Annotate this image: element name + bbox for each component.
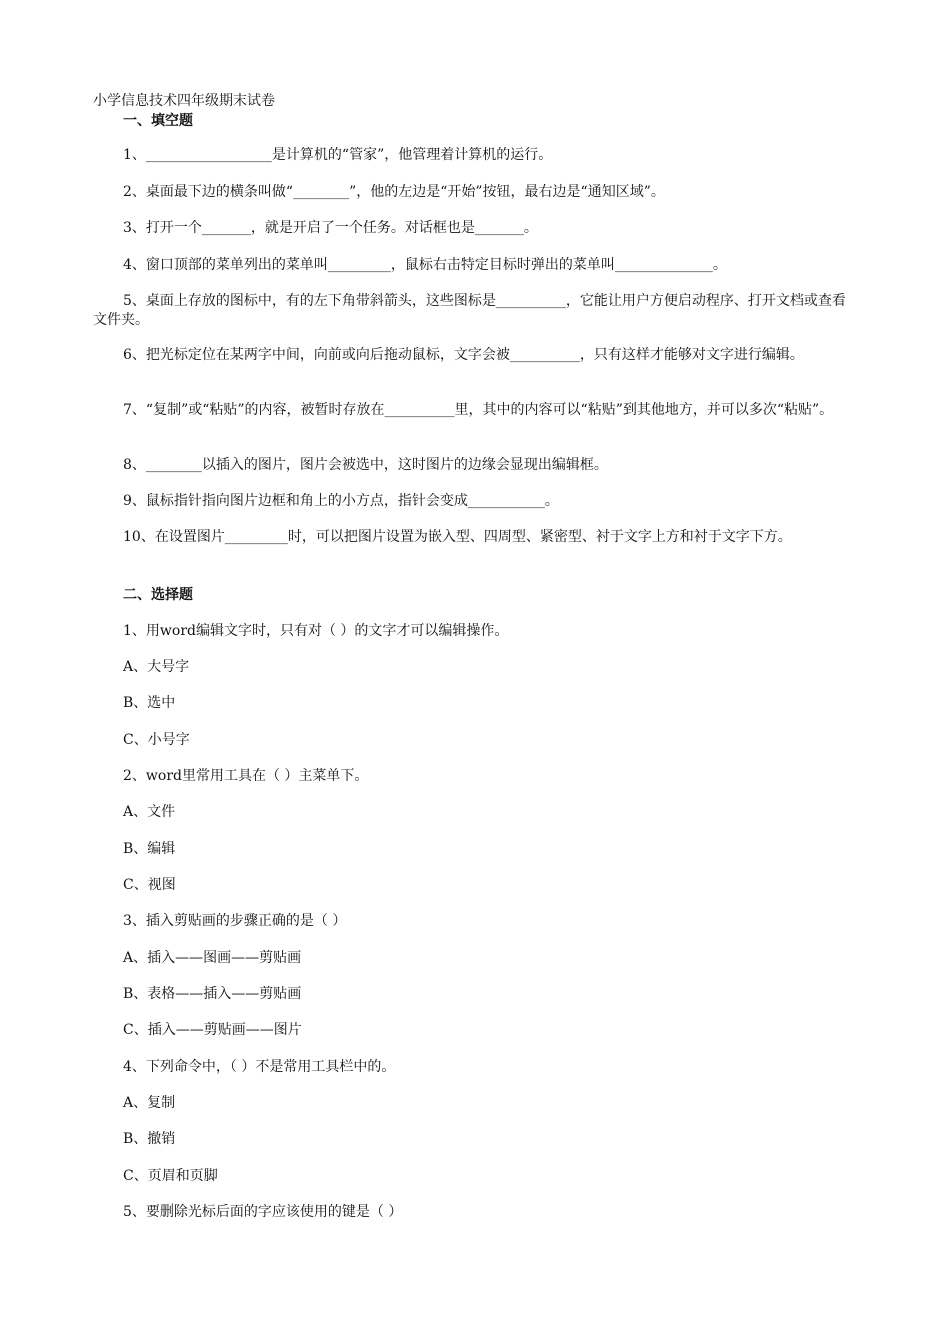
question-item: 7、“复制”或“粘贴”的内容，被暂时存放在__________里，其中的内容可以“粘贴”到其他地方，并可以多次“粘贴”。 [123,402,834,418]
choice-option: B、编辑 [123,841,176,857]
section-heading-choice: 二、选择题 [123,587,193,603]
question-item: 3、打开一个_______，就是开启了一个任务。对话框也是_______。 [123,220,538,236]
choice-option: A、复制 [123,1095,176,1111]
document-title: 小学信息技术四年级期末试卷 [93,93,275,109]
choice-question: 4、下列命令中，（ ）不是常用工具栏中的。 [123,1059,396,1075]
question-item: 1、__________________是计算机的“管家”，他管理着计算机的运行。 [123,147,553,163]
choice-option: B、选中 [123,695,176,711]
choice-option: B、撤销 [123,1131,176,1147]
choice-option: C、小号字 [123,732,190,748]
question-item: 5、桌面上存放的图标中，有的左下角带斜箭头，这些图标是__________，它能让用户方便启动程序、打开文档或查看文件夹。 [93,293,846,328]
choice-option: C、页眉和页脚 [123,1168,218,1184]
question-item: 4、窗口顶部的菜单列出的菜单叫_________，鼠标右击特定目标时弹出的菜单叫______________。 [123,257,727,273]
question-item: 2、桌面最下边的横条叫做“________”，他的左边是“开始”按钮，最右边是“通知区域”。 [123,184,665,200]
choice-option: C、插入——剪贴画——图片 [123,1022,302,1038]
choice-option: A、插入——图画——剪贴画 [123,950,302,966]
choice-option: A、大号字 [123,659,190,675]
choice-option: B、表格——插入——剪贴画 [123,986,302,1002]
section-heading-fill-blank: 一、填空题 [123,113,193,129]
choice-question: 3、插入剪贴画的步骤正确的是（ ） [123,913,347,929]
question-item: 6、把光标定位在某两字中间，向前或向后拖动鼠标，文字会被__________，只有这样才能够对文字进行编辑。 [123,347,804,363]
choice-question: 5、要删除光标后面的字应该使用的键是（ ） [123,1204,403,1220]
question-item: 10、在设置图片_________时，可以把图片设置为嵌入型、四周型、紧密型、衬于文字上方和衬于文字下方。 [123,529,792,545]
choice-option: A、文件 [123,804,176,820]
choice-option: C、视图 [123,877,176,893]
question-item: 9、鼠标指针指向图片边框和角上的小方点，指针会变成___________。 [123,493,559,509]
choice-question: 2、word里常用工具在（ ）主菜单下。 [123,768,369,784]
choice-question: 1、用word编辑文字时，只有对（ ）的文字才可以编辑操作。 [123,623,509,639]
question-item: 8、________以插入的图片，图片会被选中，这时图片的边缘会显现出编辑框。 [123,457,608,473]
